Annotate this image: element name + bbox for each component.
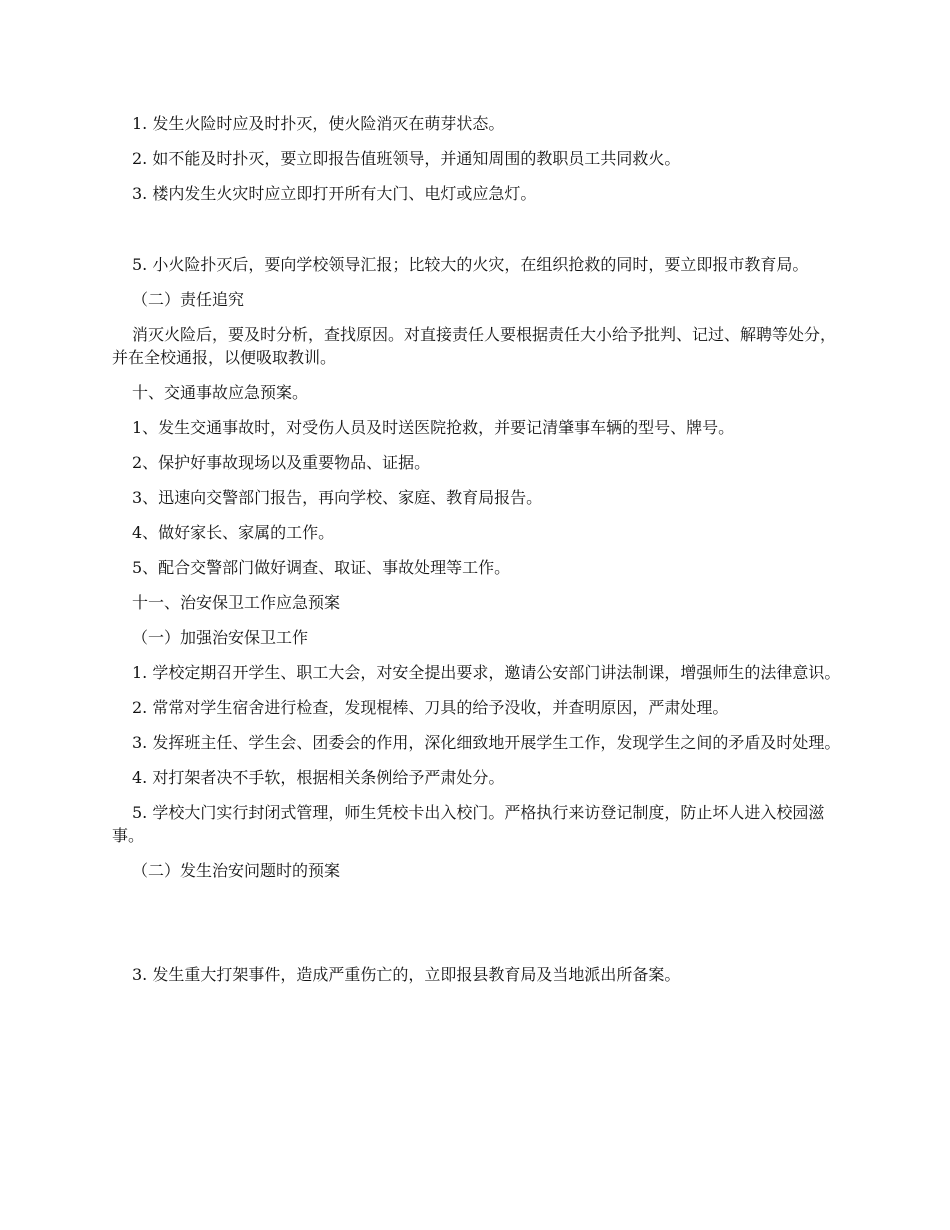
blank-spacer: [112, 217, 842, 253]
paragraph-security-3: 3. 发挥班主任、学生会、团委会的作用，深化细致地开展学生工作，发现学生之间的矛盾及时处理。: [132, 733, 841, 752]
subheading-security-incident-plan: （二）发生治安问题时的预案: [132, 861, 341, 880]
paragraph-traffic-1: 1、发生交通事故时，对受伤人员及时送医院抢救，并要记清肇事车辆的型号、牌号。: [132, 418, 735, 437]
paragraph-security-2: 2. 常常对学生宿舍进行检查，发现棍棒、刀具的给予没收，并查明原因，严肃处理。: [132, 698, 729, 717]
paragraph-traffic-5: 5、配合交警部门做好调查、取证、事故处理等工作。: [132, 558, 511, 577]
blank-spacer: [112, 894, 842, 963]
paragraph-fire-2: 2. 如不能及时扑灭，要立即报告值班领导，并通知周围的教职员工共同救火。: [132, 149, 681, 168]
subheading-strengthen-security: （一）加强治安保卫工作: [132, 628, 309, 647]
section-heading-traffic: 十、交通事故应急预案。: [132, 383, 309, 402]
document-body: [112, 112, 842, 998]
paragraph-security-1: 1. 学校定期召开学生、职工大会，对安全提出要求，邀请公安部门讲法制课，增强师生的法律意识。: [132, 663, 841, 682]
paragraph-fire-5: 5. 小火险扑灭后，要向学校领导汇报；比较大的火灾，在组织抢救的同时，要立即报市教育局。: [132, 255, 809, 274]
paragraph-incident-3: 3. 发生重大打架事件，造成严重伤亡的，立即报县教育局及当地派出所备案。: [132, 965, 681, 984]
paragraph-traffic-3: 3、迅速向交警部门报告，再向学校、家庭、教育局报告。: [132, 488, 543, 507]
paragraph-security-4: 4. 对打架者决不手软，根据相关条例给予严肃处分。: [132, 768, 505, 787]
paragraph-traffic-2: 2、保护好事故现场以及重要物品、证据。: [132, 453, 431, 472]
paragraph-security-5: 5. 学校大门实行封闭式管理，师生凭校卡出入校门。严格执行来访登记制度，防止坏人进入校园滋事。: [112, 803, 825, 845]
section-heading-responsibility: （二）责任追究: [132, 290, 245, 309]
paragraph-traffic-4: 4、做好家长、家属的工作。: [132, 523, 335, 542]
paragraph-fire-3: 3. 楼内发生火灾时应立即打开所有大门、电灯或应急灯。: [132, 184, 537, 203]
paragraph-responsibility: 消灭火险后，要及时分析，查找原因。对直接责任人要根据责任大小给予批判、记过、解聘等处分，并在全校通报，以便吸取教训。: [112, 325, 837, 367]
paragraph-fire-1: 1. 发生火险时应及时扑灭，使火险消灭在萌芽状态。: [132, 114, 505, 133]
section-heading-security: 十一、治安保卫工作应急预案: [132, 593, 341, 612]
